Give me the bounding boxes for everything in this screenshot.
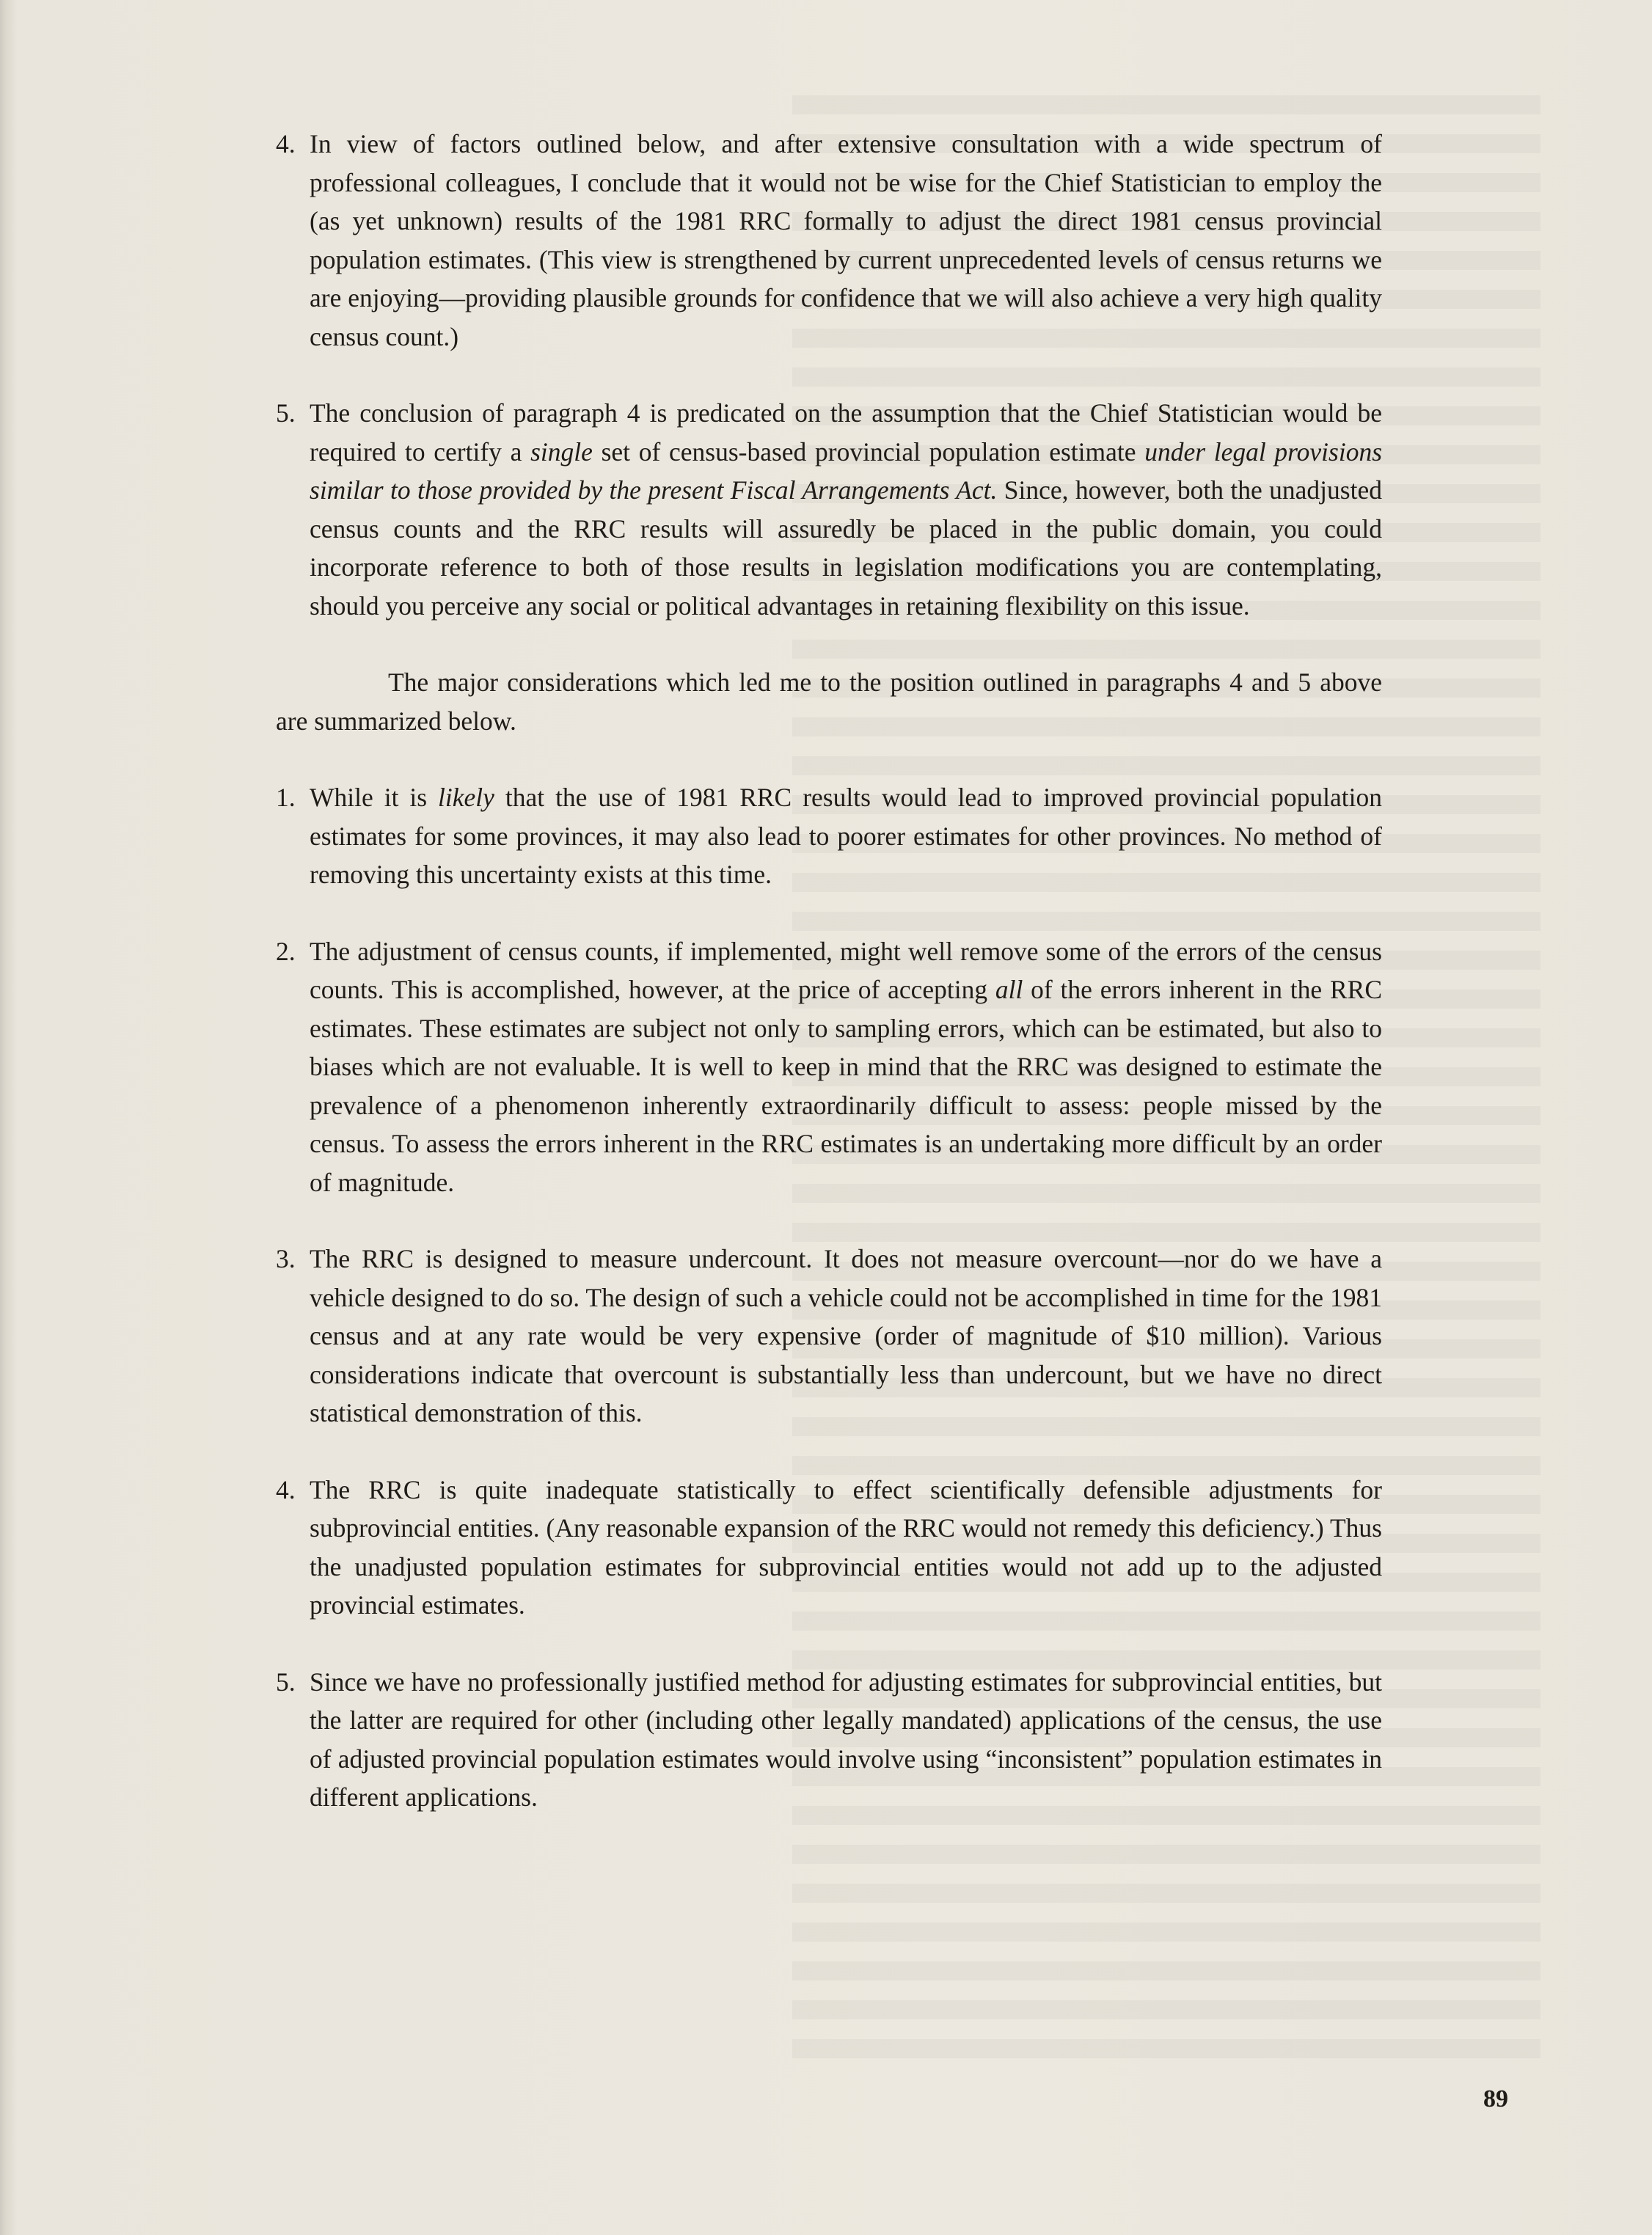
list-number: 4. — [276, 129, 296, 158]
paragraph-text — [310, 1663, 1382, 1817]
paragraph-text — [310, 1240, 1382, 1433]
italic-text: likely — [438, 783, 494, 812]
text-run: that the use of 1981 RRC results would lead to improved provincial population estimates for some provinces, it may also lead to poorer estimates for other provinces. No method of removing this uncertainty exists at this time. — [310, 783, 1382, 889]
list-number: 1. — [276, 783, 296, 812]
recommendation-5 — [276, 394, 1382, 625]
paragraph-text — [310, 778, 1382, 894]
list-number: 5. — [276, 398, 296, 428]
text-run: Since, however, both the unadjusted census counts and the RRC results will assuredly be placed in the public domain, you could incorporate reference to both of those results in legislation modifications you are contemplating, should you perceive any social or political advantages in retaining flexibility on this issue. — [310, 475, 1382, 621]
list-number: 3. — [276, 1244, 296, 1273]
page-content — [276, 125, 1382, 1855]
text-run: set of census-based provincial population estimate — [592, 436, 1145, 467]
page-number: 89 — [1483, 2085, 1508, 2113]
paragraph-text — [310, 125, 1382, 356]
summary-intro: The major considerations which led me to the position outlined in paragraphs 4 and 5 above are summarized below. — [276, 667, 1382, 736]
consideration-5 — [276, 1663, 1382, 1817]
italic-text: under legal provisions similar to those provided by the present Fiscal Arrangements Act. — [310, 436, 1383, 505]
paragraph-text — [310, 1471, 1382, 1625]
text-run: Since we have no professionally justified method for adjusting estimates for subprovincial entities, but the latter are required for other (including other legally mandated) applications of the census, the use of adjusted provincial population estimates would involve using “inconsistent” population estimates in different applications. — [310, 1667, 1382, 1812]
text-run: The conclusion of paragraph 4 is predicated on the assumption that the Chief Statistician would be required to certify a — [310, 398, 1382, 467]
text-run: of the errors inherent in the RRC estimates. These estimates are subject not only to sampling errors, which can be estimated, but also to biases which are not evaluable. It is well to keep in mind that the RRC was designed to estimate the prevalence of a phenomenon inherently extraordinarily difficult to assess: people missed by the census. To assess the errors inherent in the RRC estimates is an undertaking more difficult by an order of magnitude. — [310, 975, 1383, 1197]
italic-text: all — [995, 975, 1023, 1004]
consideration-1 — [276, 778, 1382, 894]
paragraph-text — [310, 932, 1382, 1202]
text-run: In view of factors outlined below, and after extensive consultation with a wide spectrum of professional colleagues, I conclude that it would not be wise for the Chief Statistician to employ the (as yet unknown) results of the 1981 RRC formally to adjust the direct 1981 census provincial population estimates. (This view is strengthened by current unprecedented levels of census returns we are enjoying—providing plausible grounds for confidence that we will also achieve a very high quality census count.) — [310, 129, 1382, 351]
consideration-3 — [276, 1240, 1382, 1433]
list-number: 5. — [276, 1667, 296, 1697]
text-run: The RRC is designed to measure undercount. It does not measure overcount—nor do we have a vehicle designed to do so. The design of such a vehicle could not be accomplished in time for the 1981 census and at any rate would be very expensive (order of magnitude of $10 million). Various considerations indicate that overcount is substantially less than undercount, but we have no direct statistical demonstration of this. — [310, 1244, 1382, 1427]
consideration-4 — [276, 1471, 1382, 1625]
paragraph-text — [310, 394, 1382, 625]
list-number: 4. — [276, 1474, 296, 1504]
text-run: While it is — [310, 783, 439, 812]
list-number: 2. — [276, 936, 296, 966]
consideration-2 — [276, 932, 1382, 1202]
recommendation-4 — [276, 125, 1382, 356]
text-run: The adjustment of census counts, if implemented, might well remove some of the errors of the census counts. This is accomplished, however, at the price of accepting — [310, 936, 1382, 1004]
text-run: The RRC is quite inadequate statistically to effect scientifically defensible adjustments for subprovincial entities. (Any reasonable expansion of the RRC would not remedy this deficiency.) Thus the unadjusted population estimates for subprovincial entities would not add up to the adjusted provincial estimates. — [310, 1474, 1382, 1620]
italic-text: single — [530, 436, 593, 467]
